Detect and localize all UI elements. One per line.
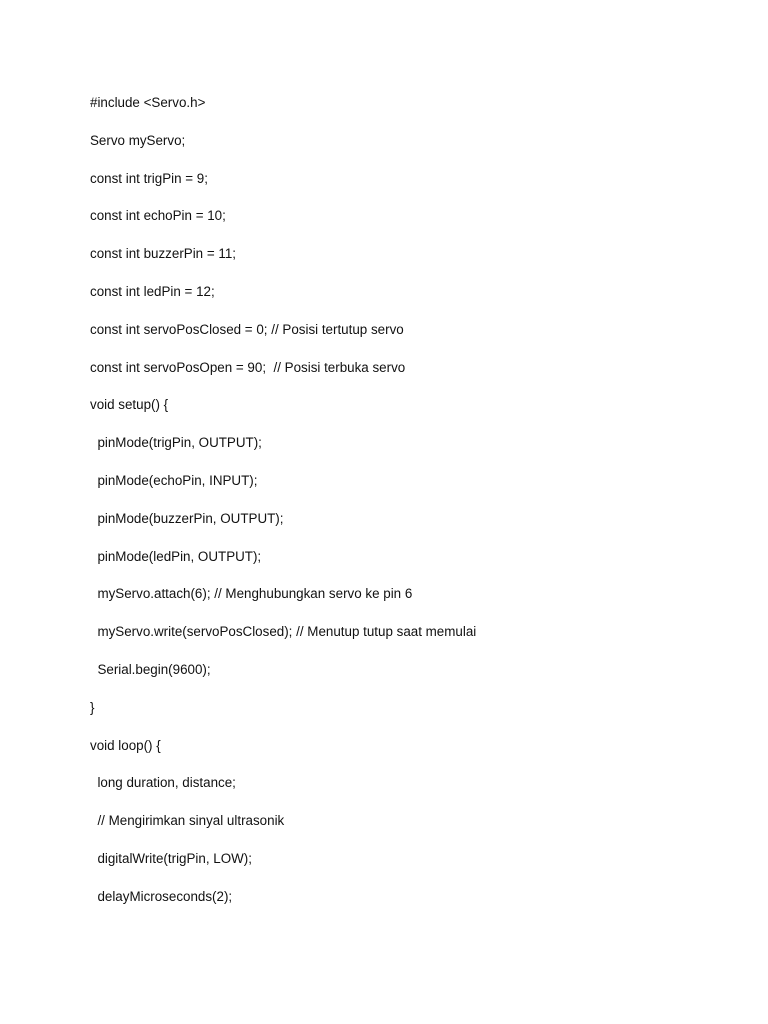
code-line: pinMode(echoPin, INPUT); (90, 472, 258, 488)
code-line: Serial.begin(9600); (90, 661, 211, 677)
code-line: const int echoPin = 10; (90, 208, 226, 224)
code-line: const int buzzerPin = 11; (90, 246, 237, 262)
code-line: pinMode(ledPin, OUTPUT); (90, 548, 262, 564)
code-line: digitalWrite(trigPin, LOW); (90, 850, 252, 866)
code-line: } (90, 699, 95, 715)
code-line: const int trigPin = 9; (90, 170, 208, 186)
code-line: long duration, distance; (90, 775, 236, 791)
code-line: void loop() { (90, 737, 161, 753)
code-line: delayMicroseconds(2); (90, 888, 233, 904)
code-line: pinMode(trigPin, OUTPUT); (90, 435, 262, 451)
code-line: const int servoPosOpen = 90; // Posisi terbuka servo (90, 359, 406, 375)
code-line: myServo.write(servoPosClosed); // Menutup tutup saat memulai (90, 624, 477, 640)
code-line: myServo.attach(6); // Menghubungkan servo ke pin 6 (90, 586, 413, 602)
code-line: pinMode(buzzerPin, OUTPUT); (90, 510, 284, 526)
code-line: const int ledPin = 12; (90, 283, 215, 299)
code-listing (90, 93, 730, 925)
code-line: Servo myServo; (90, 132, 186, 148)
code-line: // Mengirimkan sinyal ultrasonik (90, 813, 285, 829)
code-line: void setup() { (90, 397, 169, 413)
code-line: const int servoPosClosed = 0; // Posisi tertutup servo (90, 321, 404, 337)
code-line: #include <Servo.h> (90, 95, 206, 110)
